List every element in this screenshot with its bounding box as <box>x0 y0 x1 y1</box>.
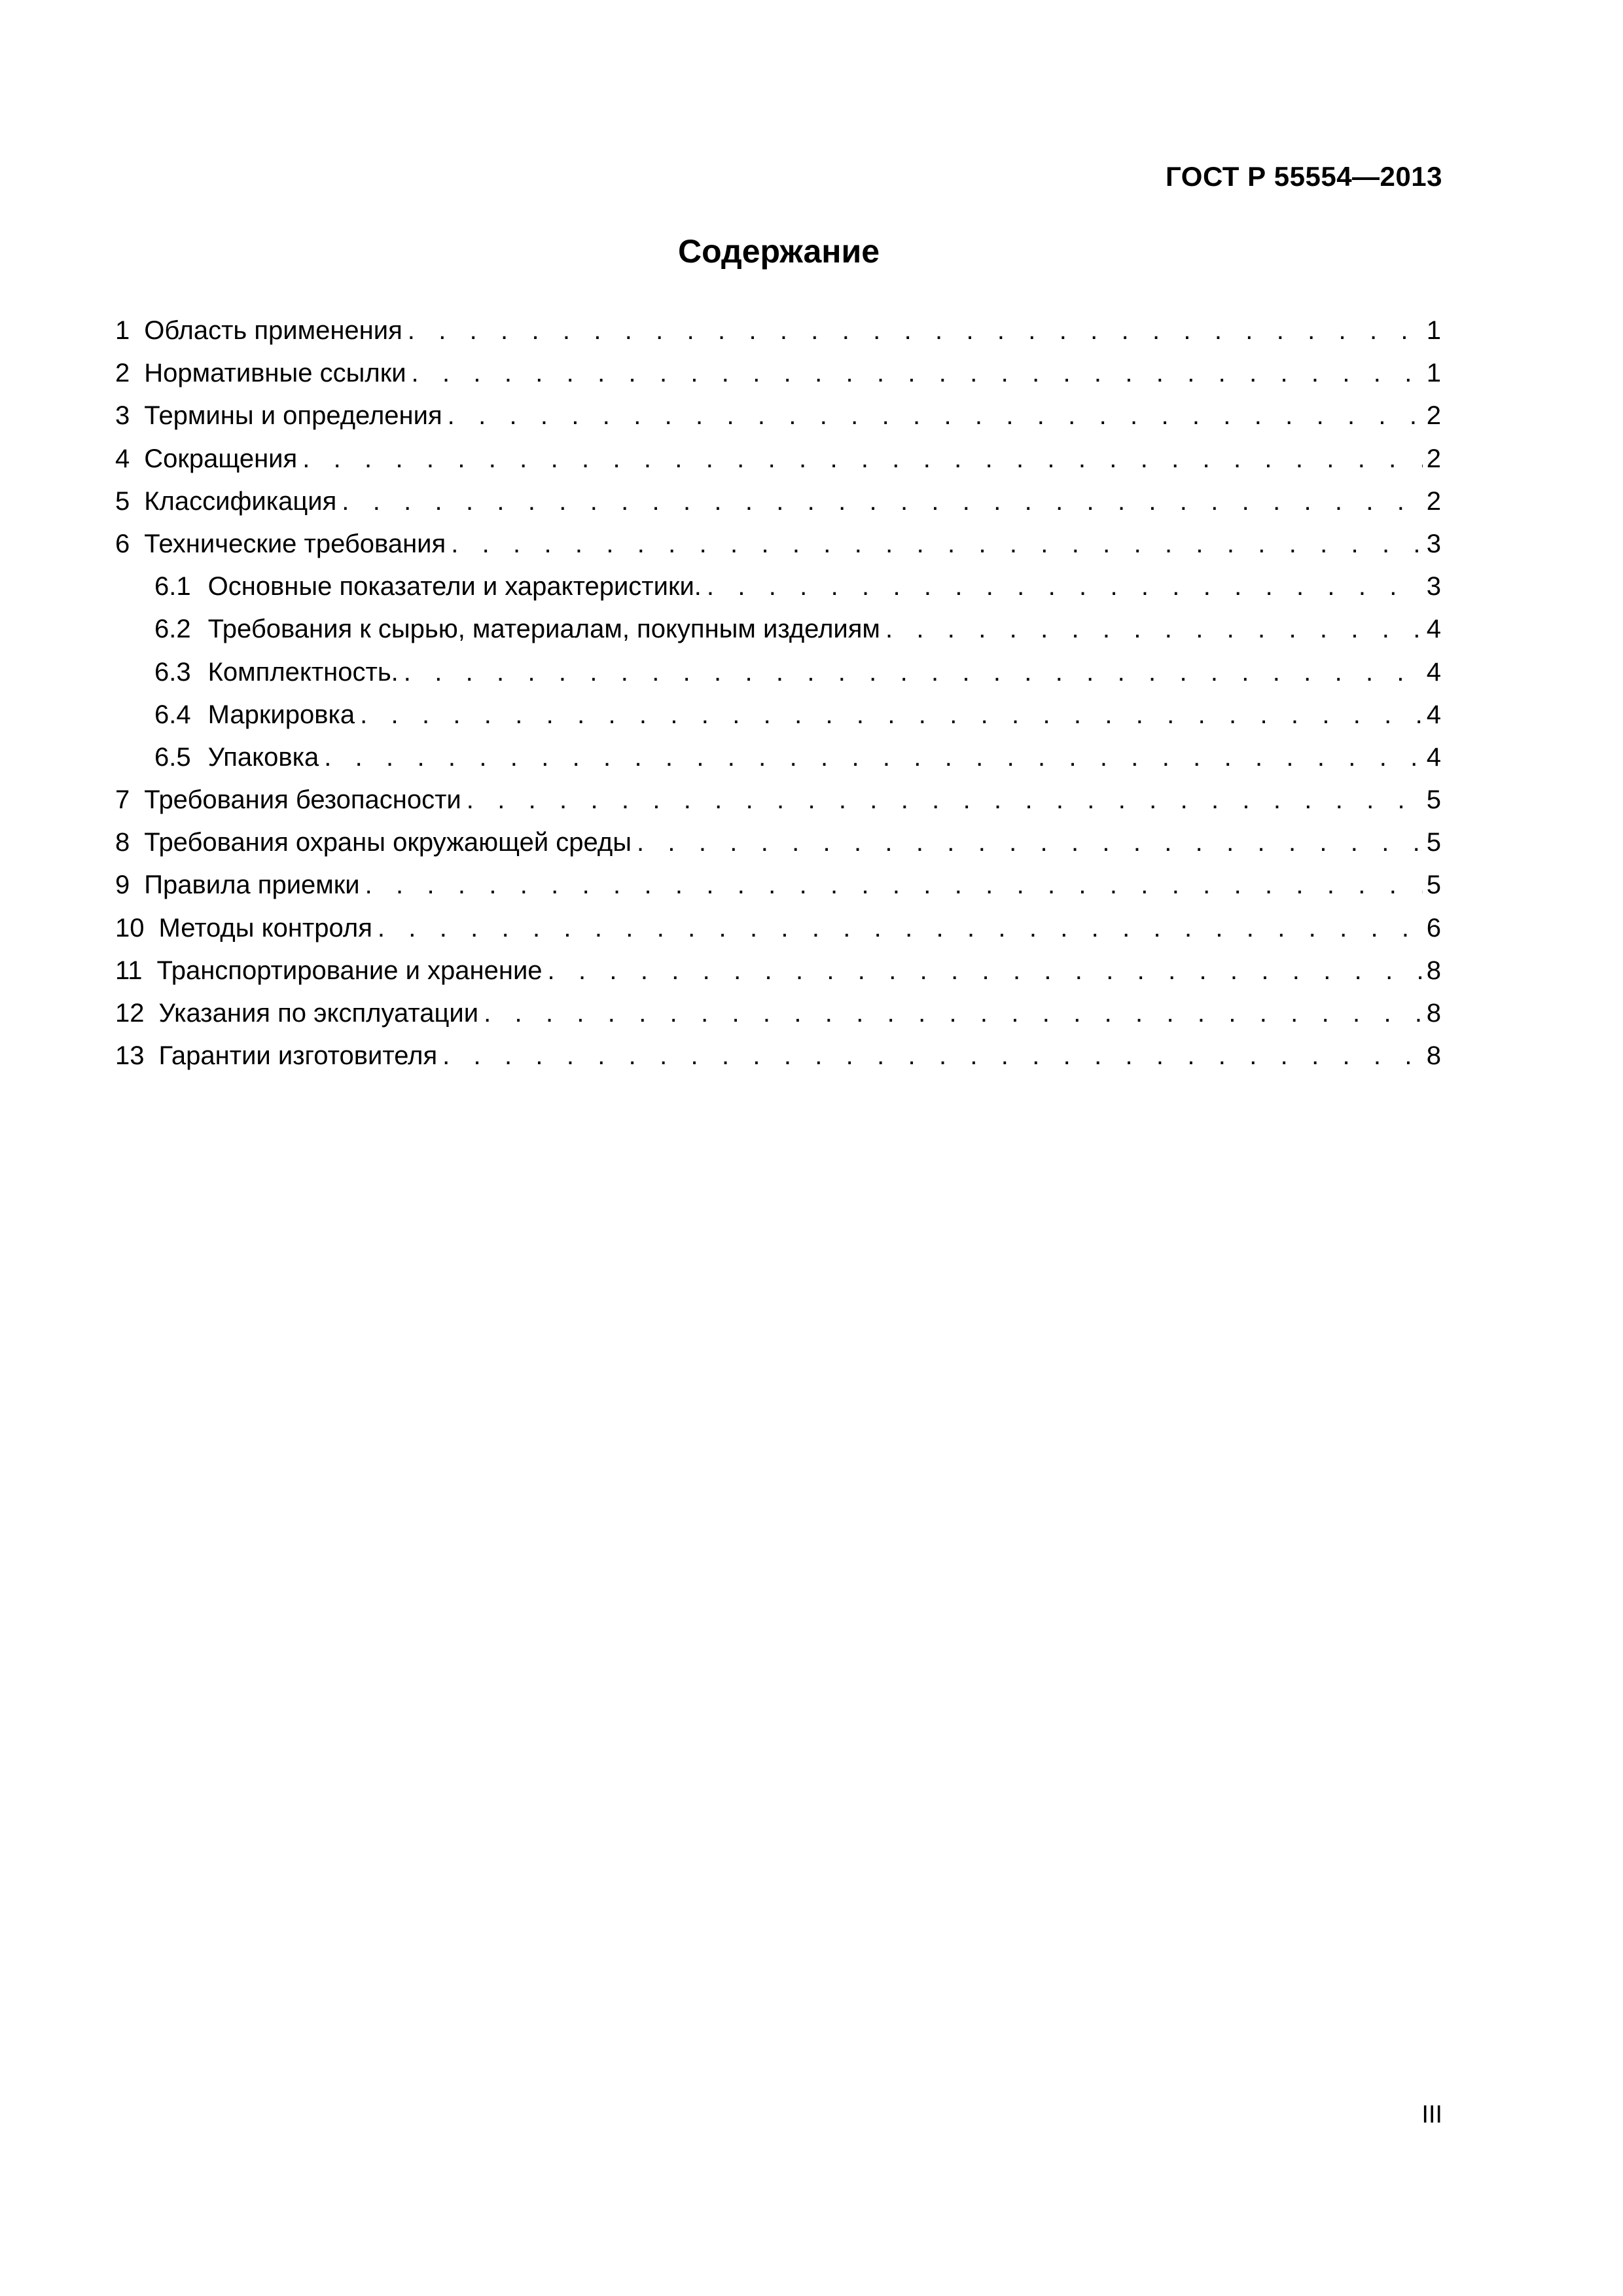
toc-subentry[interactable] <box>115 694 1441 736</box>
toc-entry-label: Основные показатели и характеристики. <box>207 572 702 601</box>
toc-entry-number: 6.3 <box>154 657 191 687</box>
toc-entry-page: 8 <box>1426 999 1441 1028</box>
toc-entry-page: 6 <box>1426 913 1441 942</box>
toc-entry[interactable] <box>115 395 1441 437</box>
toc-entry[interactable] <box>115 523 1441 565</box>
toc-entry[interactable] <box>115 352 1441 395</box>
toc-dot-leader <box>885 608 1423 651</box>
toc-entry-number: 8 <box>115 828 130 857</box>
toc-entry-label: Транспортирование и хранение <box>156 956 543 985</box>
toc-entry-number: 7 <box>115 785 130 815</box>
toc-entry[interactable] <box>115 992 1441 1035</box>
toc-entry-page: 8 <box>1426 1041 1441 1071</box>
toc-entry[interactable] <box>115 438 1441 480</box>
toc-entry-page: 5 <box>1426 870 1441 900</box>
toc-entry-page: 4 <box>1426 615 1441 644</box>
toc-subentry[interactable] <box>115 608 1441 651</box>
toc-dot-leader <box>342 480 1422 523</box>
toc-entry-label: Упаковка <box>207 742 319 772</box>
toc-entry-label: Гарантии изготовителя <box>158 1041 438 1071</box>
toc-dot-leader <box>637 821 1423 864</box>
toc-entry-number: 10 <box>115 913 145 942</box>
toc-entry-page: 1 <box>1426 359 1441 388</box>
toc-dot-leader <box>408 310 1423 352</box>
toc-entry-label: Требования к сырью, материалам, покупным изделиям <box>207 615 880 644</box>
toc-entry-page: 8 <box>1426 956 1441 985</box>
toc-entry-number: 6.2 <box>154 615 191 644</box>
page-title: Содержание <box>677 233 880 270</box>
toc-entry-number: 9 <box>115 870 130 900</box>
toc-entry[interactable] <box>115 1035 1441 1077</box>
toc-entry-label: Комплектность. <box>207 657 399 687</box>
toc-dot-leader <box>302 438 1423 480</box>
toc-entry[interactable] <box>115 310 1441 352</box>
toc-entry-number: 4 <box>115 444 130 473</box>
toc-entry-page: 5 <box>1426 785 1441 815</box>
toc-entry-page: 4 <box>1426 657 1441 687</box>
toc-dot-leader <box>484 992 1423 1035</box>
toc-entry-label: Классификация <box>144 486 337 516</box>
toc-entry-number: 3 <box>115 401 130 431</box>
document-code: ГОСТ Р 55554—2013 <box>1166 161 1442 192</box>
toc-subentry[interactable] <box>115 565 1441 608</box>
toc-entry-number: 11 <box>115 956 143 985</box>
toc-entry-number: 12 <box>115 999 145 1028</box>
toc-entry[interactable] <box>115 950 1441 992</box>
toc-entry-label: Методы контроля <box>158 913 372 942</box>
page-number: III <box>1421 2101 1442 2128</box>
toc-entry-page: 5 <box>1426 828 1441 857</box>
toc-entry-page: 2 <box>1426 401 1441 431</box>
toc-subentry[interactable] <box>115 651 1441 694</box>
toc-entry-page: 2 <box>1426 444 1441 473</box>
toc-entry-number: 6 <box>115 529 130 558</box>
toc-entry-label: Требования охраны окружающей среды <box>144 828 632 857</box>
toc-dot-leader <box>378 907 1423 950</box>
toc-entry-number: 13 <box>115 1041 145 1071</box>
toc-entry-number: 6.5 <box>154 742 191 772</box>
toc-entry-number: 2 <box>115 359 130 388</box>
toc-dot-leader <box>442 1035 1423 1077</box>
toc-entry[interactable] <box>115 821 1441 864</box>
toc-entry-number: 6.4 <box>154 700 191 729</box>
toc-dot-leader <box>360 694 1423 736</box>
toc-entry-label: Сокращения <box>144 444 298 473</box>
toc-entry-page: 3 <box>1426 572 1441 601</box>
toc-entry-page: 3 <box>1426 529 1441 558</box>
toc-dot-leader <box>412 352 1423 395</box>
toc-entry-label: Область применения <box>144 316 402 345</box>
toc-entry[interactable] <box>115 779 1441 821</box>
toc-dot-leader <box>404 651 1423 694</box>
toc-entry-page: 1 <box>1426 316 1441 345</box>
toc-subentry[interactable] <box>115 736 1441 779</box>
toc-dot-leader <box>467 779 1423 821</box>
toc-entry[interactable] <box>115 864 1441 906</box>
table-of-contents <box>115 310 1441 1077</box>
toc-entry-label: Нормативные ссылки <box>144 359 406 388</box>
toc-entry-page: 4 <box>1426 742 1441 772</box>
toc-entry-page: 2 <box>1426 486 1441 516</box>
toc-dot-leader <box>448 395 1423 437</box>
toc-entry-number: 5 <box>115 486 130 516</box>
toc-entry-label: Указания по эксплуатации <box>158 999 479 1028</box>
toc-entry[interactable] <box>115 480 1441 523</box>
toc-entry-page: 4 <box>1426 700 1441 729</box>
toc-entry[interactable] <box>115 907 1441 950</box>
toc-entry-label: Требования безопасности <box>144 785 461 815</box>
toc-dot-leader <box>365 864 1423 906</box>
toc-dot-leader <box>451 523 1423 565</box>
toc-entry-label: Технические требования <box>144 529 446 558</box>
toc-entry-label: Правила приемки <box>144 870 360 900</box>
toc-entry-label: Маркировка <box>207 700 355 729</box>
toc-entry-number: 1 <box>115 316 130 345</box>
toc-entry-number: 6.1 <box>154 572 191 601</box>
toc-dot-leader <box>324 736 1423 779</box>
toc-entry-label: Термины и определения <box>144 401 442 431</box>
toc-dot-leader <box>548 950 1423 992</box>
toc-dot-leader <box>707 565 1423 608</box>
